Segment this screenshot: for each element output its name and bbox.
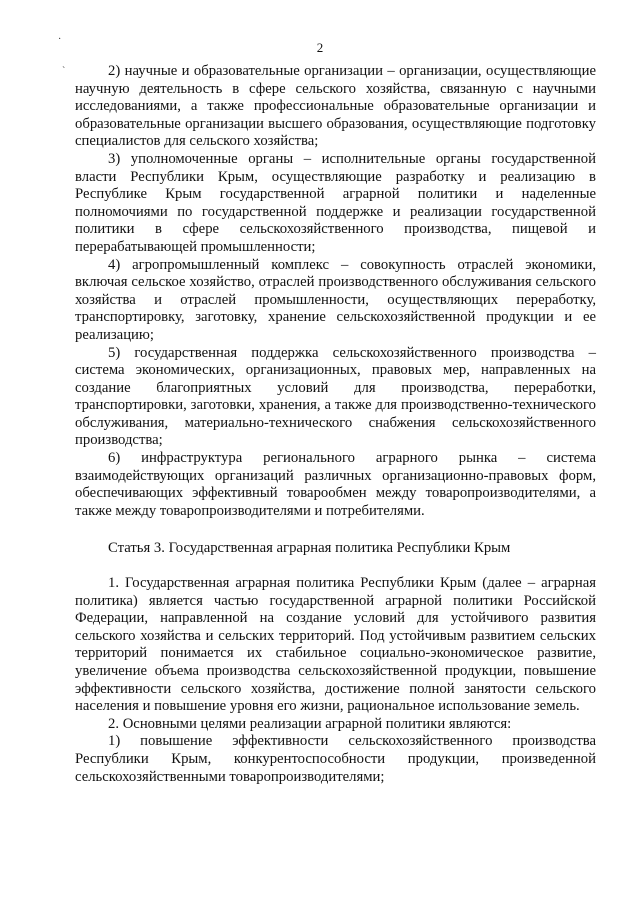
article-heading: Статья 3. Государственная аграрная политика Республики Крым	[108, 540, 511, 557]
page-number: 2	[316, 40, 324, 55]
article-list-item-1: 1) повышение эффективности сельскохозяйственного производства Республики Крым, конкурентоспособности продукции, произведенной сельскохозяйственными товаропроизводителями;	[75, 733, 596, 785]
margin-mark-dot: ·	[58, 34, 62, 45]
definition-item-3: 3) уполномоченные органы – исполнительные органы государственной власти Республики Крым, осуществляющие разработку и реализацию в Республике Крым государственной аграрной политики и наделенные полномочиями по государственной поддержке и реализации государственной политики в сфере сельскохозяйственного производства, пищевой и перерабатывающей промышленности;	[75, 150, 596, 255]
definition-item-5: 5) государственная поддержка сельскохозяйственного производства – система экономических, организационных, правовых мер, направленных на создание благоприятных условий для производства, переработки, транспортировки, заготовки, хранения, а также для производственно-технического обслуживания, материально-технического снабжения сельскохозяйственного производства;	[75, 344, 596, 449]
document-body	[75, 63, 596, 786]
definition-item-2: 2) научные и образовательные организации – организации, осуществляющие научную деятельность в сфере сельского хозяйства, связанную с научными исследованиями, а также профессиональные образовательные организации и образовательные организации высшего образования, осуществляющие подготовку специалистов для сельского хозяйства;	[75, 63, 596, 150]
margin-mark-tick: `	[62, 66, 66, 77]
article-paragraph-2: 2. Основными целями реализации аграрной политики являются:	[108, 715, 512, 732]
article-paragraph-1: 1. Государственная аграрная политика Республики Крым (далее – аграрная политика) является частью государственной аграрной политики Российской Федерации, направленной на создание условий для устойчивого развития сельского хозяйства и сельских территорий. Под устойчивым развитием сельских территорий понимается их стабильное социально-экономическое развитие, увеличение объема производства сельскохозяйственной продукции, повышение эффективности сельского хозяйства, достижение полной занятости сельского населения и повышение уровня его жизни, рациональное использование земель.	[75, 575, 596, 715]
definition-item-4: 4) агропромышленный комплекс – совокупность отраслей экономики, включая сельское хозяйство, отраслей производственного обслуживания сельского хозяйства и отраслей промышленности, осуществляющих переработку, транспортировку, заготовку, хранение сельскохозяйственной продукции и ее реализацию;	[75, 256, 596, 343]
definition-item-6: 6) инфраструктура регионального аграрного рынка – система взаимодействующих организаций различных организационно-правовых форм, обеспечивающих эффективный товарообмен между товаропроизводителями, а также между товаропроизводителями и потребителями.	[75, 450, 596, 519]
